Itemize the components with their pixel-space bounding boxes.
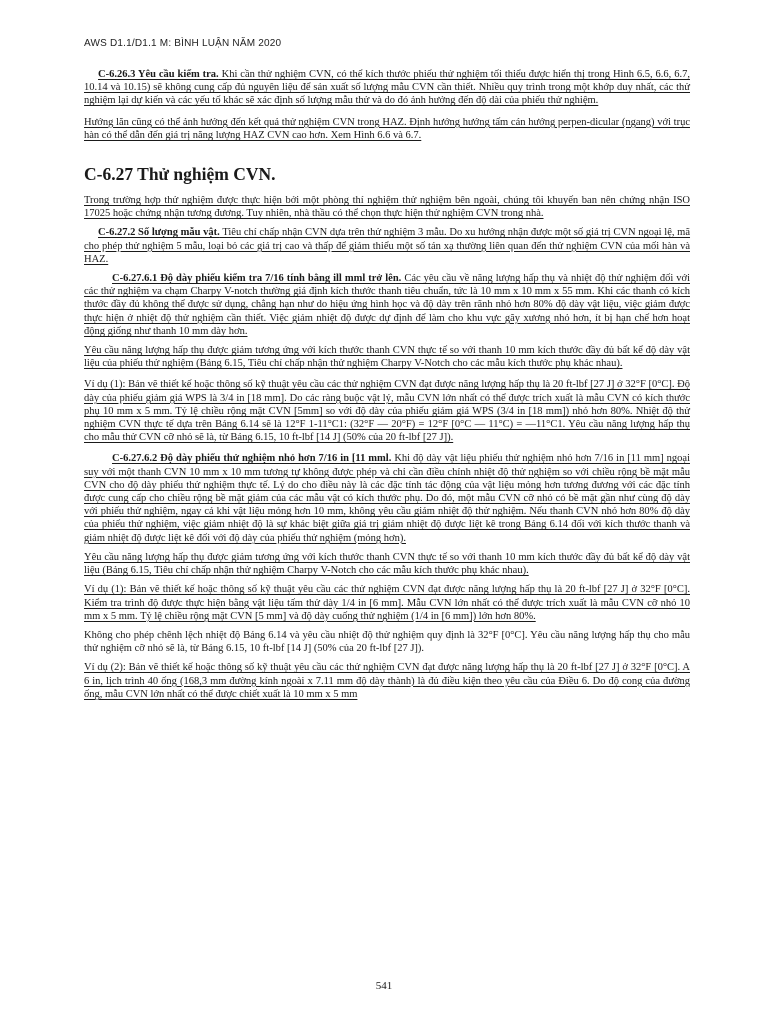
paragraph-example-1b: Ví dụ (1): Bản vẽ thiết kế hoặc thông số kỹ thuật yêu cầu các thử nghiệm CVN đạt được năng lượng hấp thụ là 20 ft-lbf [27 J] ở 32°F [0°C]. Kiểm tra trình độ được thực hiện bằng vật liệu tấm thử dày 1/4 in [6 mm]. Mẫu CVN lớn nhất có thể được trích xuất là mẫu CVN cỡ nhỏ 10 mm x 5 mm. Tỷ lệ chiều rộng mặt CVN [5 mm] và độ dày cuống thử nghiệm (1/4 in [6 mm]) lớn hơn 80%. (84, 584, 690, 622)
paragraph-no-temp-reduction: Không cho phép chênh lệch nhiệt độ Bảng 6.14 và yêu cầu nhiệt độ thử nghiệm quy định là 32°F [0°C]. Yêu cầu năng lượng hấp thụ cho mẫu thử nghiệm cỡ nhỏ sẽ là, từ Bảng 6.15, 10 ft-lbf [14 J] (50% của 20 ft-lbf [27 J]). (84, 629, 690, 655)
text-c-6-27-2: Tiêu chí chấp nhận CVN dựa trên thử nghiệm 3 mẫu. Do xu hướng nhận được một số giá trị CVN ngoại lệ, mã cho phép thử nghiệm 5 mẫu, loại bỏ các giá trị cao và thấp để giảm thiểu một số tán xạ thường liên quan đến thử nghiệm CVN của mối hàn và HAZ. (84, 227, 691, 265)
text-c-6-27-6-1: Các yêu cầu về năng lượng hấp thụ và nhiệt độ thử nghiệm đối với các thử nghiệm va chạm Charpy V-notch thường giả định kích thước thanh tiêu chuẩn, tức là 10 mm x 10 mm x 55 mm. Khi các thanh có kích thước đầy đủ không thể được sử dụng, chẳng hạn như do hiệu ứng hình học và độ dày trên rãnh nhỏ hơn 80% độ dày vật liệu, việc giảm được thực hiện ở nhiệt độ thử nghiệm cần thiết. Việc giảm nhiệt độ được dự định để làm cho khu vực gãy xương nhỏ hơn, ít bị hạn chế hơn hoạt động giống như thanh 10 mm dày hơn. (84, 273, 690, 337)
page-number: 541 (375, 980, 393, 992)
page-body (84, 68, 690, 701)
heading-c-6-27-6-1: C-6.27.6.1 Độ dày phiếu kiểm tra 7/16 tính bằng ill mml trở lên. (112, 273, 402, 285)
heading-c-6-27-2: C-6.27.2 Số lượng mẫu vật. (98, 227, 220, 239)
paragraph-external-lab: Trong trường hợp thử nghiệm được thực hiện bởi một phòng thí nghiệm thử nghiệm bên ngoài, chúng tôi khuyến ban nên chứng nhận ISO 17025 hoặc chứng nhận tương đương. Tuy nhiên, nhà thầu có thể chọn thực hiện thử nghiệm CVN trong nhà. (84, 195, 690, 220)
heading-c-6-27-6-2: C-6.27.6.2 Độ dày phiếu thử nghiệm nhỏ hơn 7/16 in [11 mml. (112, 453, 392, 465)
heading-c-6-26-3: C-6.26.3 Yêu cầu kiểm tra. (98, 69, 219, 80)
paragraph-rolling-direction: Hướng lăn cũng có thể ảnh hưởng đến kết quả thử nghiệm CVN trong HAZ. Định hướng hướng tấm cán hướng perpen-dicular (ngang) với trục hàn có thể dẫn đến giá trị năng lượng HAZ CVN cao hơn. Xem Hình 6.6 và 6.7. (84, 116, 690, 141)
paragraph-energy-reduction-2: Yêu cầu năng lượng hấp thụ được giảm tương ứng với kích thước thanh CVN thực tế so với thanh 10 mm kích thước đầy đủ bất kể độ dày vật liệu (Bảng 6.15, Tiêu chí chấp nhận thử nghiệm Charpy V-Notch cho các mẫu kích thước phụ khác nhau). (84, 551, 690, 577)
paragraph-c-6-27-6-2 (84, 452, 690, 544)
paragraph-c-6-27-2 (84, 226, 690, 266)
text-c-6-26-3: Khi cần thử nghiệm CVN, có thể kích thước phiếu thử nghiệm tối thiểu được hiển thị trong Hình 6.5, 6.6, 6.7, 10.14 và 10.15) sẽ không cung cấp đủ nguyên liệu để sản xuất số lượng mẫu CVN cần thiết. Nhiều quy trình trong một khớp duy nhất, các thử nghiệm lại dự kiến và các yếu tố khác sẽ xác định số lượng mẫu thử và do đó ảnh hưởng đến độ dài của phiếu thử nghiệm. (84, 69, 690, 107)
paragraph-energy-reduction-1: Yêu cầu năng lượng hấp thụ được giảm tương ứng với kích thước thanh CVN thực tế so với thanh 10 mm kích thước đầy đủ bất kể độ dày vật liệu của phiếu thử nghiệm (Bảng 6.15, Tiêu chí chấp nhận thử nghiệm Charpy V-Notch cho các mẫu kích thước phụ khác nhau). (84, 345, 690, 370)
paragraph-example-2: Ví dụ (2): Bản vẽ thiết kế hoặc thông số kỹ thuật yêu cầu các thử nghiệm CVN đạt được năng lượng hấp thụ là 20 ft-lbf [27 J] ở 32°F [0°C]. A 6 in, lịch trình 40 ống (168,3 mm đường kính ngoài x 7.11 mm độ dày thành) là đủ điều kiện theo yêu cầu của Điều 6. Do độ cong của đường ống, mẫu CVN lớn nhất có thể được chiết xuất là 10 mm x 5 mm (84, 662, 690, 700)
paragraph-example-1a: Ví dụ (1): Bản vẽ thiết kế hoặc thông số kỹ thuật yêu cầu các thử nghiệm CVN đạt được năng lượng hấp thụ là 20 ft-lbf [27 J] ở 32°F [0°C]. Độ dày của phiếu giảm giá WPS là 3/4 in [18 mm]. Do các ràng buộc vật lý, mẫu CVN lớn nhất có thể được trích xuất là mẫu CVN có kích thước phụ 10 mm x 5 mm. Tỷ lệ chiều rộng mặt CVN [5mm] so với độ dày của phiếu giảm giá WPS (3/4 in [18 mm]) nhỏ hơn 80%. Nhiệt độ thử nghiệm CVN thực tế dựa trên Bảng 6.14 sẽ là 12°F 1-11°C1: (32°F — 20°F) = 12°F [0°C — 11°C) = —11°C1. Yêu cầu năng lượng hấp thụ cho mẫu thử CVN cỡ nhỏ sẽ là, từ Bảng 6.15, 10 ft-lbf [14 J] (50% của 20 ft-lbf [27 J]). (84, 379, 690, 444)
running-header: AWS D1.1/D1.1 M: BÌNH LUẬN NĂM 2020 (84, 38, 282, 49)
paragraph-c-6-26-3 (84, 68, 690, 108)
paragraph-c-6-27-6-1 (84, 272, 690, 338)
section-title-c-6-27: C-6.27 Thử nghiệm CVN. (84, 164, 276, 185)
text-c-6-27-6-2: Khi độ dày vật liệu phiếu thử nghiệm nhỏ hơn 7/16 in [11 mm] ngoại suy với một thanh CVN 10 mm x 10 mm tương tự không được phép và chỉ cần điều chỉnh nhiệt độ thử nghiệm so với chiều rộng bề mặt mẫu CVN cho độ dày phiếu thử nghiệm thực tế. Lý do cho điều này là các đặc tính tác động của vật liệu mỏng hơn tương đương với các đặc tính được cung cấp cho chiều rộng bề mặt giảm của các mẫu vật có kích thước phụ. Do đó, một mẫu CVN cỡ nhỏ có bề mặt gần như cùng độ dày với phiếu thử nghiệm, ngay cả khi vật liệu mỏng hơn 10 mm, không yêu cầu giảm nhiệt độ thử nghiệm. Nếu thanh CVN nhỏ hơn 80% độ dày của phiếu thử nghiệm, việc giảm nhiệt độ là sự khác biệt giữa giá trị giảm nhiệt độ được liệt kê trong Bảng 6.14 đối với kích thước thanh và giảm nhiệt độ được liệt kê đối với độ dày của phiếu thử nghiệm (mỏng hơn). (84, 453, 690, 544)
